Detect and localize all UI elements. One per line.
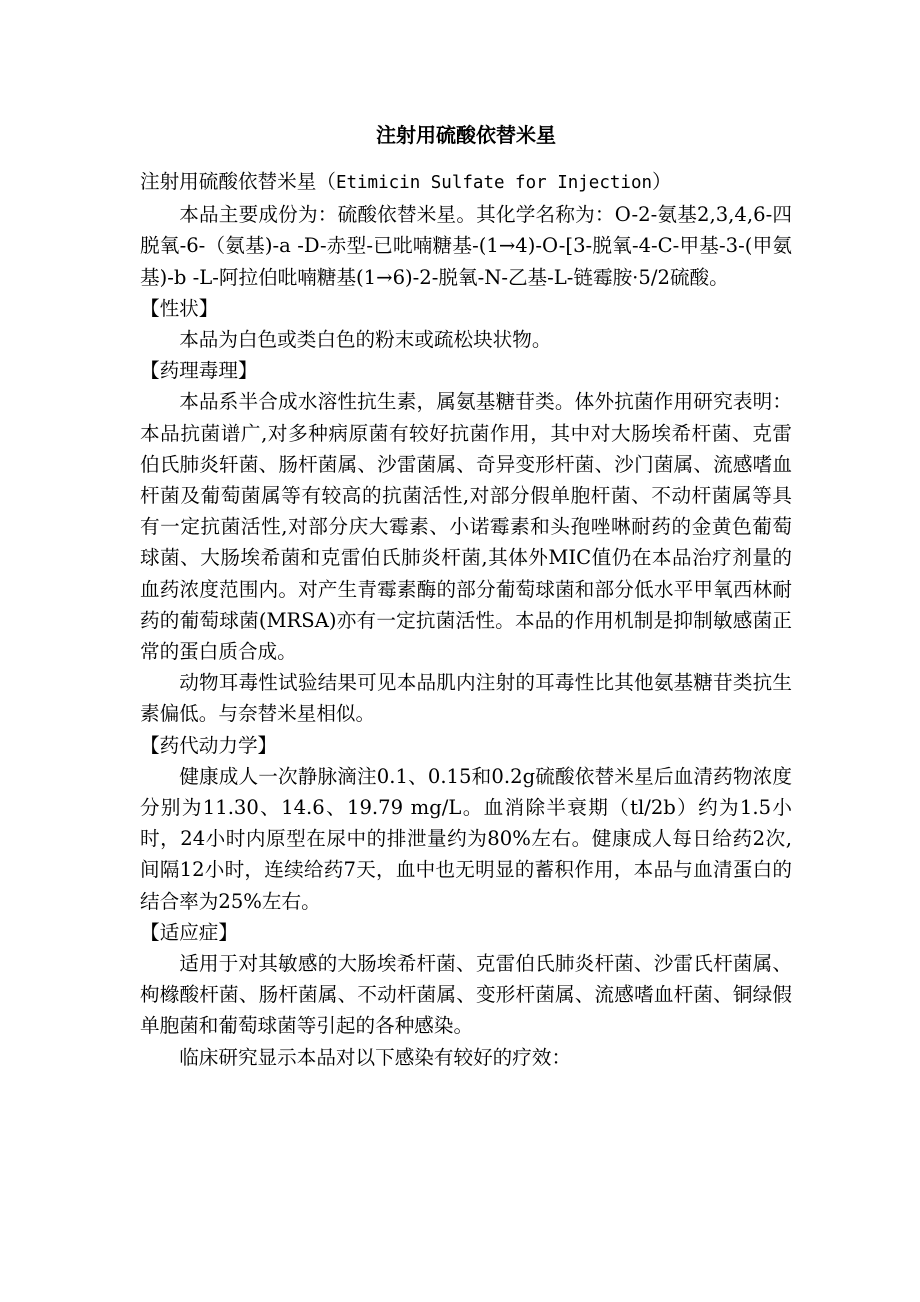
indications-paragraph: 适用于对其敏感的大肠埃希杆菌、克雷伯氏肺炎杆菌、沙雷氏杆菌属、枸橼酸杆菌、肠杆菌属、不动杆菌属、变形杆菌属、流感嗜血杆菌、铜绿假单胞菌和葡萄球菌等引起的各种感染。 <box>140 952 792 1038</box>
clinical-study-paragraph: 临床研究显示本品对以下感染有较好的疗效： <box>179 1045 572 1069</box>
toxicology-paragraph: 动物耳毒性试验结果可见本品肌内注射的耳毒性比其他氨基糖苷类抗生素偏低。与奈替米星相似。 <box>140 671 792 726</box>
section-heading-pharmacology: 【药理毒理】 <box>140 359 258 383</box>
composition-paragraph: 本品主要成份为：硫酸依替米星。其化学名称为：O-2-氨基2,3,4,6-四脱氧-6-（氨基)-a -D-赤型-已吡喃糖基-(1→4)-O-[3-脱氧-4-C-甲基-3-(甲氨基)-b -L-阿拉伯吡喃糖基(1→6)-2-脱氧-N-乙基-L-链霉胺·5/2硫酸。 <box>140 203 792 289</box>
document-page <box>140 118 792 1073</box>
pharmacology-paragraph: 本品系半合成水溶性抗生素，属氨基糖苷类。体外抗菌作用研究表明：本品抗菌谱广,对多种病原菌有较好抗菌作用，其中对大肠埃希杆菌、克雷伯氏肺炎轩菌、肠杆菌属、沙雷菌属、奇异变形杆菌、沙门菌属、流感嗜血杆菌及葡萄菌属等有较高的抗菌活性,对部分假单胞杆菌、不动杆菌属等具有一定抗菌活性,对部分庆大霉素、小诺霉素和头孢唑啉耐药的金黄色葡萄球菌、大肠埃希菌和克雷伯氏肺炎杆菌,其体外MIC值仍在本品治疗剂量的血药浓度范围内。对产生青霉素酶的部分葡萄球菌和部分低水平甲氧西林耐药的葡萄球菌(MRSA)亦有一定抗菌活性。本品的作用机制是抑制敏感菌正常的蛋白质合成。 <box>140 390 792 664</box>
subtitle-prefix: 注射用硫酸依替米星（ <box>140 170 336 193</box>
document-subtitle <box>140 166 792 199</box>
section-heading-properties: 【性状】 <box>140 296 219 320</box>
pharmacokinetics-paragraph: 健康成人一次静脉滴注0.1、0.15和0.2g硫酸依替米星后血清药物浓度分别为11.30、14.6、19.79 mg/L。血消除半衰期（tl/2b）约为1.5小时，24小时内原型在尿中的排泄量约为80%左右。健康成人每日给药2次,间隔12小时，连续给药7天，血中也无明显的蓄积作用，本品与血清蛋白的结合率为25%左右。 <box>140 764 792 913</box>
section-heading-indications: 【适应症】 <box>140 920 238 944</box>
section-heading-pharmacokinetics: 【药代动力学】 <box>140 733 278 757</box>
properties-paragraph: 本品为白色或类白色的粉末或疏松块状物。 <box>179 328 552 352</box>
subtitle-english-name: Etimicin Sulfate for Injection <box>335 173 653 193</box>
subtitle-suffix: ） <box>652 170 672 193</box>
document-title: 注射用硫酸依替米星 <box>376 123 556 147</box>
